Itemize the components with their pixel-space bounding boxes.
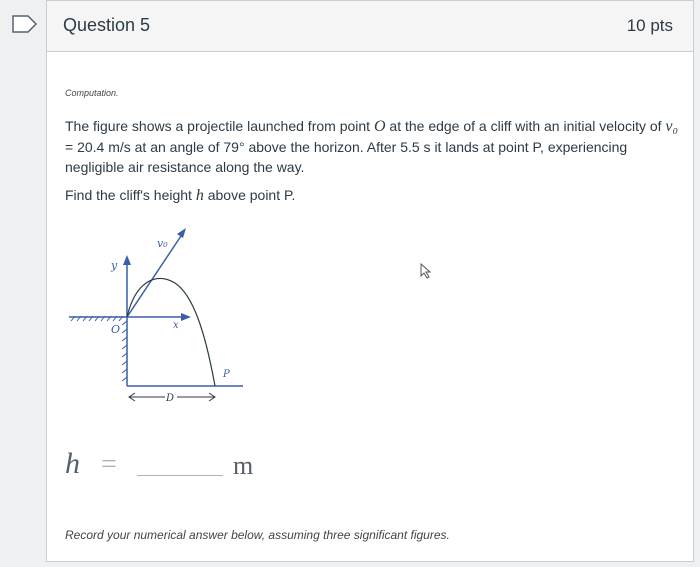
answer-variable: h <box>65 447 80 480</box>
label-y: y <box>111 259 118 272</box>
question-text-part1: The figure shows a projectile launched from point <box>65 118 374 134</box>
answer-input[interactable] <box>137 475 223 476</box>
find-text-part2: above point P. <box>203 187 296 203</box>
label-v0: v₀ <box>157 237 168 250</box>
answer-unit: m <box>233 451 254 480</box>
label-p: P <box>223 369 230 380</box>
x-axis-arrow <box>181 313 191 321</box>
trajectory-curve <box>127 278 215 386</box>
y-axis-arrow <box>123 255 131 265</box>
answer-line <box>65 447 365 487</box>
flag-icon[interactable] <box>10 12 40 36</box>
find-text-part1: Find the cliff's height <box>65 187 196 203</box>
v0-vector-arrow <box>177 228 186 238</box>
question-points: 10 pts <box>626 16 673 35</box>
answer-equals: = <box>101 449 117 480</box>
question-find <box>65 187 295 205</box>
v0-symbol: v₀ <box>665 118 679 135</box>
question-header <box>47 1 693 52</box>
projectile-figure <box>65 221 265 411</box>
cursor-icon <box>419 263 433 279</box>
label-x: x <box>173 320 179 331</box>
question-text <box>65 116 685 177</box>
v0-vector <box>127 233 183 317</box>
label-d: D <box>166 393 175 404</box>
question-title: Question 5 <box>63 15 151 35</box>
question-text-part3: = 20.4 m/s at an angle of 79° above the horizon. After 5.5 s it lands at point P, experiencing negligible air resistance along the way. <box>65 139 628 175</box>
question-card <box>46 0 694 562</box>
point-o-symbol: O <box>373 118 386 135</box>
record-note: Record your numerical answer below, assuming three significant figures. <box>65 528 450 542</box>
label-o: O <box>111 323 121 336</box>
question-text-part2: at the edge of a cliff with an initial velocity of <box>385 118 666 134</box>
question-tag: Computation. <box>65 88 119 98</box>
h-symbol: h <box>195 187 204 204</box>
